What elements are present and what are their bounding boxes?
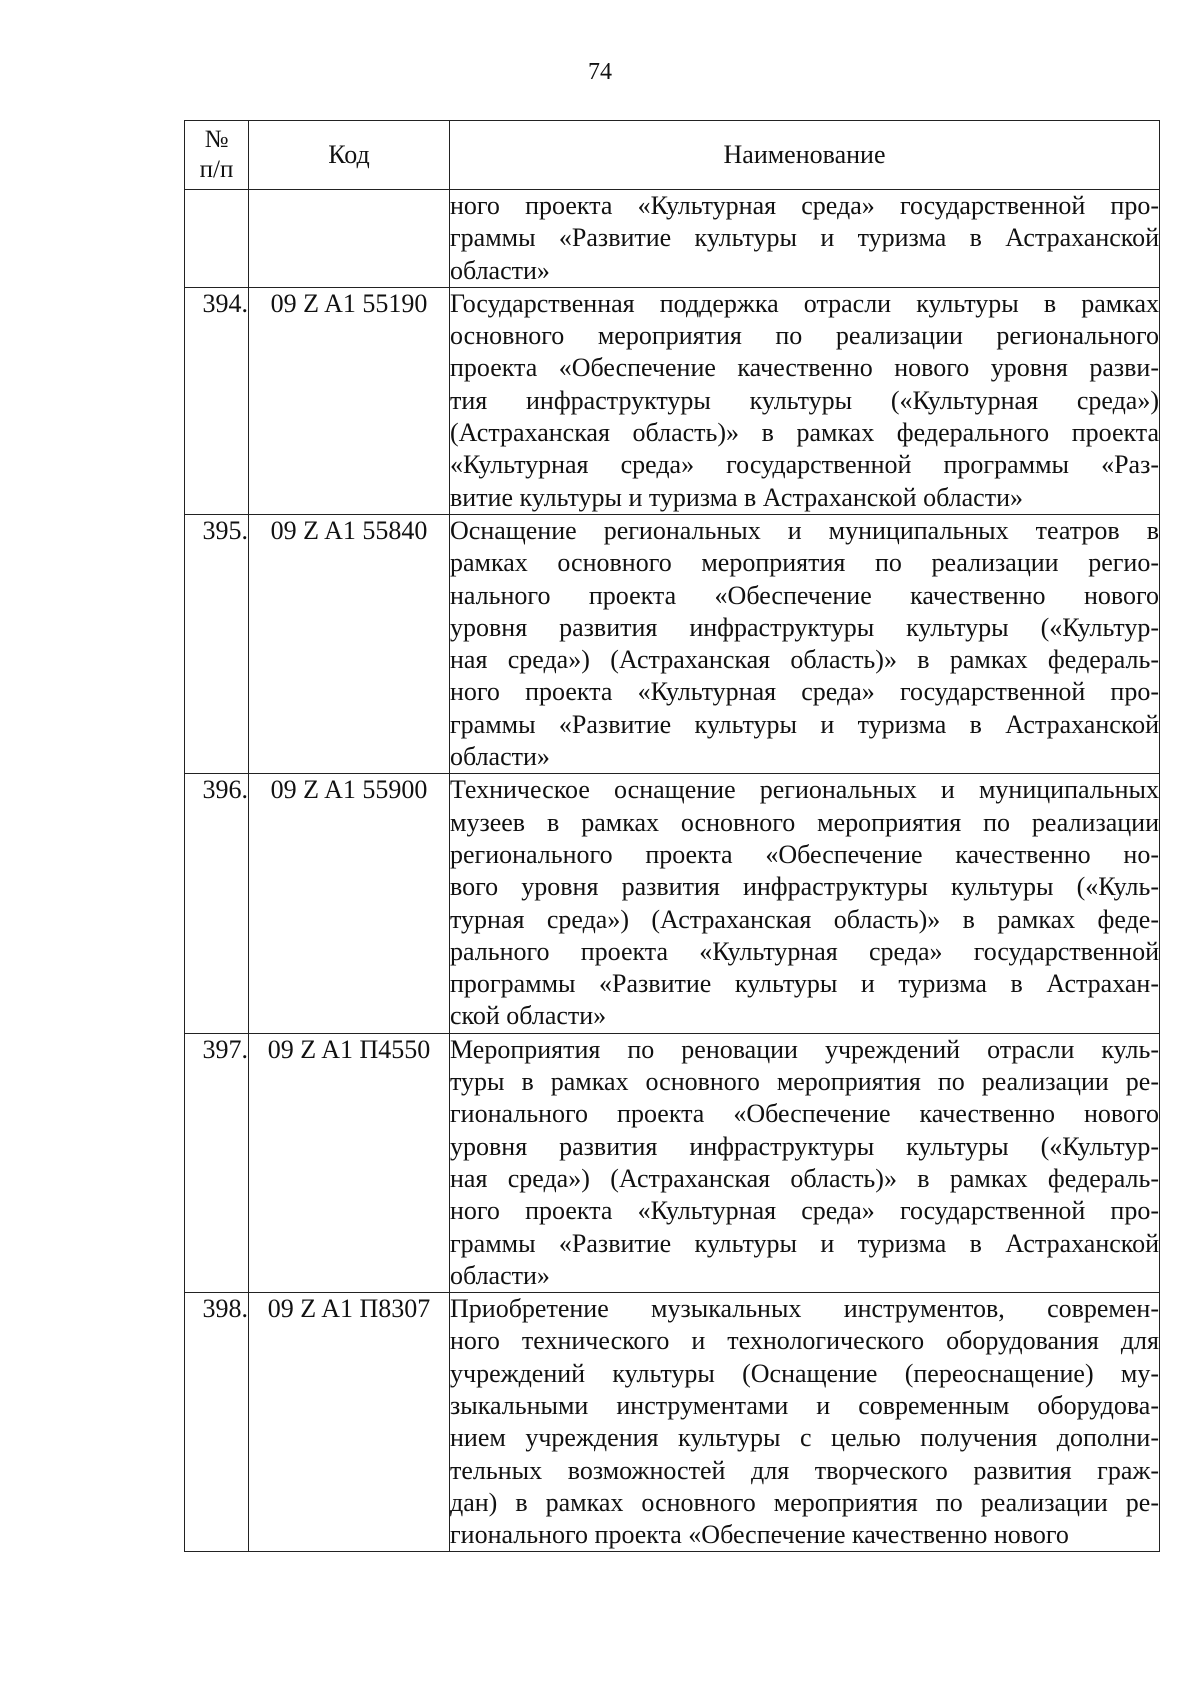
row-name-line: рамках основного мероприятия по реализации регио-	[450, 548, 1159, 578]
row-name-line: турная среда») (Астраханская область)» в рамках феде-	[450, 904, 1159, 934]
row-name-line: граммы «Развитие культуры и туризма в Астраханской	[450, 223, 1159, 253]
document-table	[184, 120, 1160, 1552]
header-code: Код	[249, 121, 450, 190]
table-row	[185, 1033, 1160, 1292]
row-name-line: «Культурная среда» государственной программы «Раз-	[450, 450, 1159, 480]
row-name-line: Оснащение региональных и муниципальных театров в	[450, 515, 1159, 545]
row-number: 394.	[185, 287, 249, 514]
row-name-line: (Астраханская область)» в рамках федерального проекта	[450, 418, 1159, 448]
row-name	[450, 514, 1160, 773]
row-name-line: Мероприятия по реновации учреждений отрасли куль-	[450, 1034, 1159, 1064]
row-name-line: граммы «Развитие культуры и туризма в Астраханской	[450, 709, 1159, 739]
table-body	[185, 190, 1160, 1552]
row-name-line: ской области»	[450, 1001, 607, 1031]
row-name-line: нием учреждения культуры с целью получения дополни-	[450, 1423, 1159, 1453]
table-row	[185, 190, 1160, 288]
row-name-line: ная среда») (Астраханская область)» в рамках федераль-	[450, 645, 1159, 675]
row-name	[450, 774, 1160, 1033]
row-name-line: области»	[450, 255, 550, 285]
row-name-line: уровня развития инфраструктуры культуры («Культур-	[450, 612, 1159, 642]
header-name: Наименование	[450, 121, 1160, 190]
row-number	[185, 190, 249, 288]
row-name-line: витие культуры и туризма в Астраханской области»	[450, 482, 1023, 512]
row-name-line: программы «Развитие культуры и туризма в Астрахан-	[450, 969, 1159, 999]
row-name-line: рального проекта «Культурная среда» государственной	[450, 936, 1159, 966]
row-name-line: тельных возможностей для творческого развития граж-	[450, 1455, 1159, 1485]
row-name	[450, 1293, 1160, 1552]
row-code	[249, 190, 450, 288]
row-number: 398.	[185, 1293, 249, 1552]
row-name-line: уровня развития инфраструктуры культуры («Культур-	[450, 1131, 1159, 1161]
page-number: 74	[588, 59, 612, 85]
header-number-abbrev: п/п	[199, 156, 234, 183]
header-number-sign: №	[204, 126, 229, 153]
row-name-line: учреждений культуры (Оснащение (переоснащение) му-	[450, 1358, 1159, 1388]
row-name-line: ного проекта «Культурная среда» государственной про-	[450, 677, 1159, 707]
row-name-line: гионального проекта «Обеспечение качественно нового	[450, 1520, 1069, 1550]
table-row	[185, 514, 1160, 773]
header-number	[185, 121, 249, 190]
row-name	[450, 190, 1160, 288]
row-name-line: тия инфраструктуры культуры («Культурная среда»)	[450, 385, 1159, 415]
row-code: 09 Z A1 П4550	[249, 1033, 450, 1292]
row-code: 09 Z A1 55900	[249, 774, 450, 1033]
row-name-line: ного технического и технологического оборудования для	[450, 1326, 1159, 1356]
row-name-line: гионального проекта «Обеспечение качественно нового	[450, 1099, 1159, 1129]
table-row	[185, 774, 1160, 1033]
row-name-line: ного проекта «Культурная среда» государственной про-	[450, 191, 1159, 220]
row-name-line: музеев в рамках основного мероприятия по реализации	[450, 807, 1159, 837]
row-name-line: области»	[450, 742, 550, 772]
table-row	[185, 1293, 1160, 1552]
row-name	[450, 287, 1160, 514]
row-name-line: регионального проекта «Обеспечение качественно но-	[450, 839, 1159, 869]
row-name-line: Приобретение музыкальных инструментов, современ-	[450, 1294, 1159, 1324]
row-name-line: ная среда») (Астраханская область)» в рамках федераль-	[450, 1163, 1159, 1193]
row-number: 397.	[185, 1033, 249, 1292]
row-code: 09 Z A1 55190	[249, 287, 450, 514]
row-name-line: туры в рамках основного мероприятия по реализации ре-	[450, 1067, 1159, 1097]
row-code: 09 Z A1 П8307	[249, 1293, 450, 1552]
row-name-line: дан) в рамках основного мероприятия по реализации ре-	[450, 1487, 1159, 1517]
row-name-line: нального проекта «Обеспечение качественно нового	[450, 580, 1159, 610]
table-header-row	[185, 121, 1160, 190]
row-name-line: вого уровня развития инфраструктуры культуры («Куль-	[450, 872, 1159, 902]
row-name	[450, 1033, 1160, 1292]
row-number: 395.	[185, 514, 249, 773]
row-name-line: проекта «Обеспечение качественно нового уровня разви-	[450, 353, 1159, 383]
table-row	[185, 287, 1160, 514]
row-code: 09 Z A1 55840	[249, 514, 450, 773]
row-name-line: граммы «Развитие культуры и туризма в Астраханской	[450, 1228, 1159, 1258]
row-name-line: Государственная поддержка отрасли культуры в рамках	[450, 288, 1159, 318]
row-name-line: основного мероприятия по реализации регионального	[450, 321, 1159, 351]
row-name-line: зыкальными инструментами и современным оборудова-	[450, 1390, 1159, 1420]
row-name-line: ного проекта «Культурная среда» государственной про-	[450, 1196, 1159, 1226]
row-number: 396.	[185, 774, 249, 1033]
row-name-line: Техническое оснащение региональных и муниципальных	[450, 775, 1159, 805]
row-name-line: области»	[450, 1260, 550, 1290]
